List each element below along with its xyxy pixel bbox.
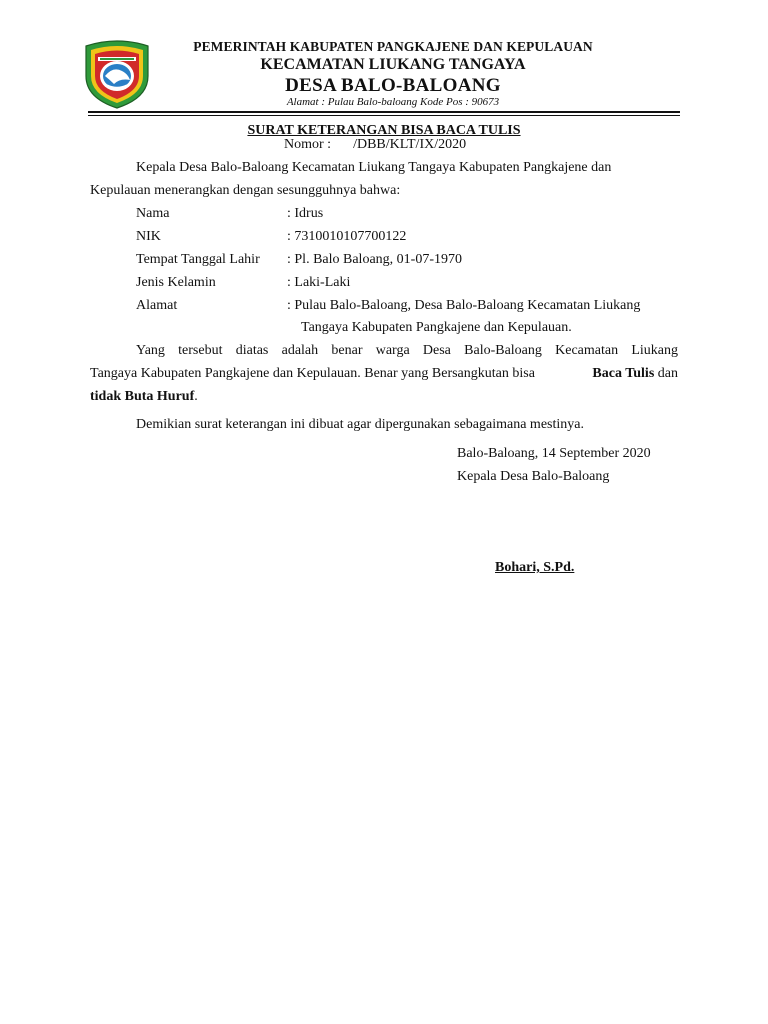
body-line-2 <box>90 366 678 382</box>
letter-number-label: Nomor : <box>284 137 332 152</box>
field-value-address-cont: Tangaya Kabupaten Pangkajene dan Kepulauan. <box>301 320 572 335</box>
body-line-3 <box>90 389 198 405</box>
body-emphasis-buta-huruf: tidak Buta Huruf <box>90 389 195 404</box>
header-rule-thick <box>88 111 680 113</box>
header-rule-thin <box>88 115 680 116</box>
letter-number-value: /DBB/KLT/IX/2020 <box>353 137 467 152</box>
letter-number <box>284 137 466 153</box>
signer-title: Kepala Desa Balo-Baloang <box>457 469 610 484</box>
body-emphasis-baca-tulis: Baca Tulis <box>592 366 655 381</box>
field-label-gender: Jenis Kelamin <box>136 275 216 290</box>
field-label-birth: Tempat Tanggal Lahir <box>136 252 260 267</box>
intro-line-2: Kepulauan menerangkan dengan sesungguhnya bahwa: <box>90 183 401 198</box>
field-label-nik: NIK <box>136 229 161 244</box>
header-address-line: Alamat : Pulau Balo-baloang Kode Pos : 90673 <box>286 96 500 108</box>
field-label-address: Alamat <box>136 298 178 313</box>
header-village-line: DESA BALO-BALOANG <box>285 75 501 96</box>
header-district-line: KECAMATAN LIUKANG TANGAYA <box>260 56 526 73</box>
signer-name: Bohari, S.Pd. <box>495 560 575 575</box>
field-value-address: : Pulau Balo-Baloang, Desa Balo-Baloang Kecamatan Liukang <box>287 298 641 313</box>
field-value-nama: : Idrus <box>287 206 324 221</box>
body-line-2-text: Tangaya Kabupaten Pangkajene dan Kepulauan. Benar yang Bersangkutan bisa <box>90 366 535 381</box>
place-date: Balo-Baloang, 14 September 2020 <box>457 446 651 461</box>
header-government-line: PEMERINTAH KABUPATEN PANGKAJENE DAN KEPULAUAN <box>193 39 593 54</box>
body-line-2-end: dan <box>657 366 678 381</box>
field-value-gender: : Laki-Laki <box>287 275 351 290</box>
letter-title: SURAT KETERANGAN BISA BACA TULIS <box>247 123 521 138</box>
field-value-birth: : Pl. Balo Baloang, 01-07-1970 <box>287 252 462 267</box>
body-line-3-end: . <box>194 389 198 404</box>
field-label-nama: Nama <box>136 206 170 221</box>
intro-line-1: Kepala Desa Balo-Baloang Kecamatan Liukang Tangaya Kabupaten Pangkajene dan <box>136 160 612 175</box>
field-value-nik: : 7310010107700122 <box>287 229 407 244</box>
regency-crest-icon <box>80 36 154 110</box>
closing-statement: Demikian surat keterangan ini dibuat agar dipergunakan sebagaimana mestinya. <box>136 417 584 432</box>
body-line-1: Yang tersebut diatas adalah benar warga Desa Balo-Baloang Kecamatan Liukang <box>136 343 678 358</box>
